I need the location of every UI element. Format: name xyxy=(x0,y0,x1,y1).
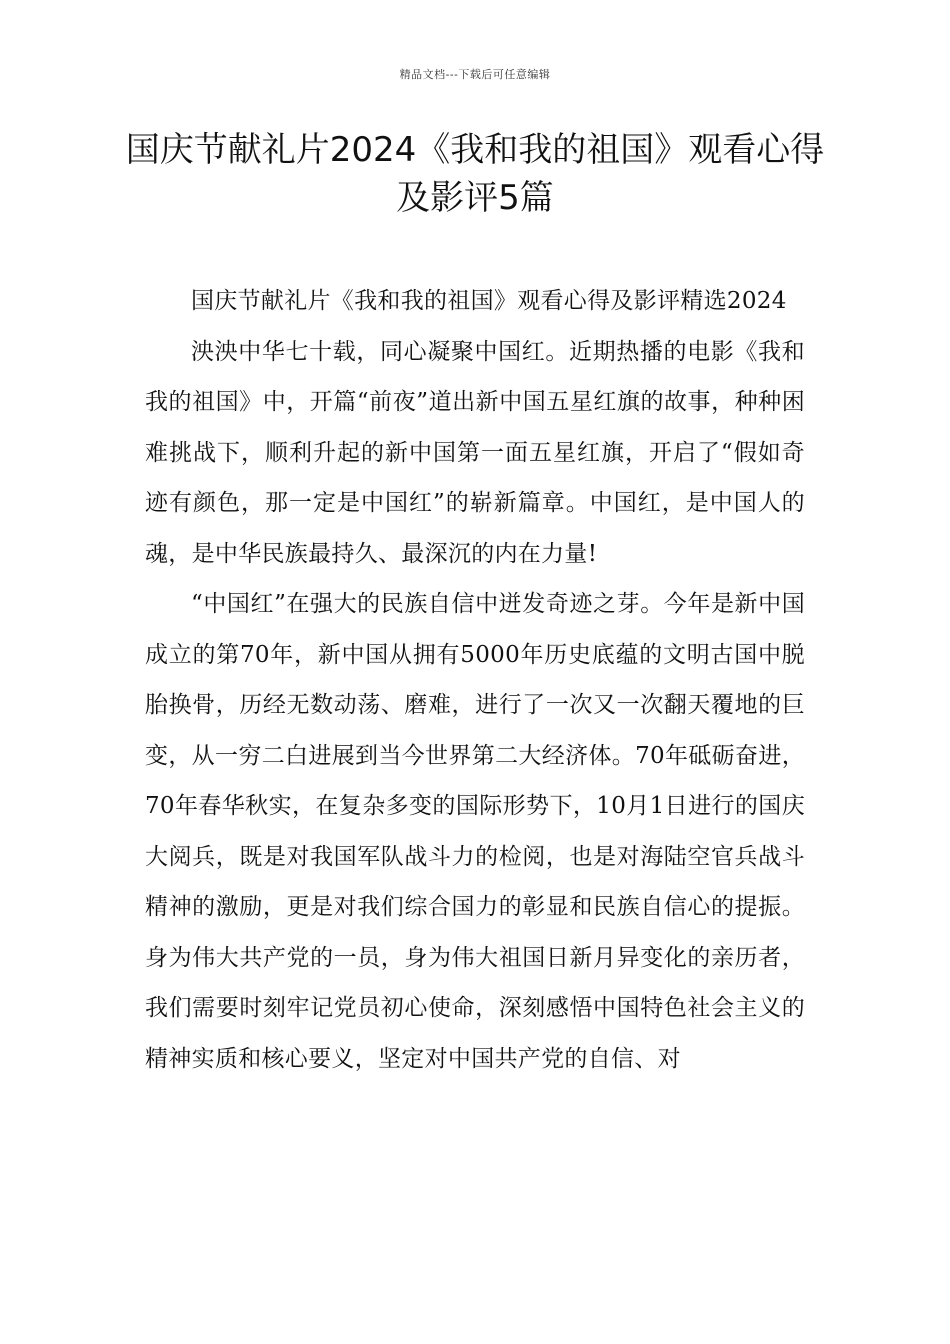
paragraph-china-red: 泱泱中华七十载，同心凝聚中国红。近期热播的电影《我和我的祖国》中，开篇“前夜”道出新中国五星红旗的故事，种种困难挑战下，顺利升起的新中国第一面五星红旗，开启了“假如奇迹有颜色，那一定是中国红”的崭新篇章。中国红，是中国人的魂，是中华民族最持久、最深沉的内在力量! xyxy=(145,338,805,567)
document-title: 国庆节献礼片2024《我和我的祖国》观看心得及影评5篇 xyxy=(125,130,825,218)
header-note: 精品文档---下载后可任意编辑 xyxy=(399,68,551,81)
paragraph-national-confidence: “中国红”在强大的民族自信中迸发奇迹之芽。今年是新中国成立的第70年，新中国从拥有5000年历史底蕴的文明古国中脱胎换骨，历经无数动荡、磨难，进行了一次又一次翻天覆地的巨变，从一穷二白进展到当今世界第二大经济体。70年砥砺奋进，70年春华秋实，在复杂多变的国际形势下，10月1日进行的国庆大阅兵，既是对我国军队战斗力的检阅，也是对海陆空官兵战斗精神的激励，更是对我们综合国力的彰显和民族自信心的提振。身为伟大共产党的一员，身为伟大祖国日新月异变化的亲历者，我们需要时刻牢记党员初心使命，深刻感悟中国特色社会主义的精神实质和核心要义，坚定对中国共产党的自信、对 xyxy=(145,591,805,1072)
paragraph-intro: 国庆节献礼片《我和我的祖国》观看心得及影评精选2024 xyxy=(191,288,787,314)
document-body xyxy=(145,276,805,1084)
